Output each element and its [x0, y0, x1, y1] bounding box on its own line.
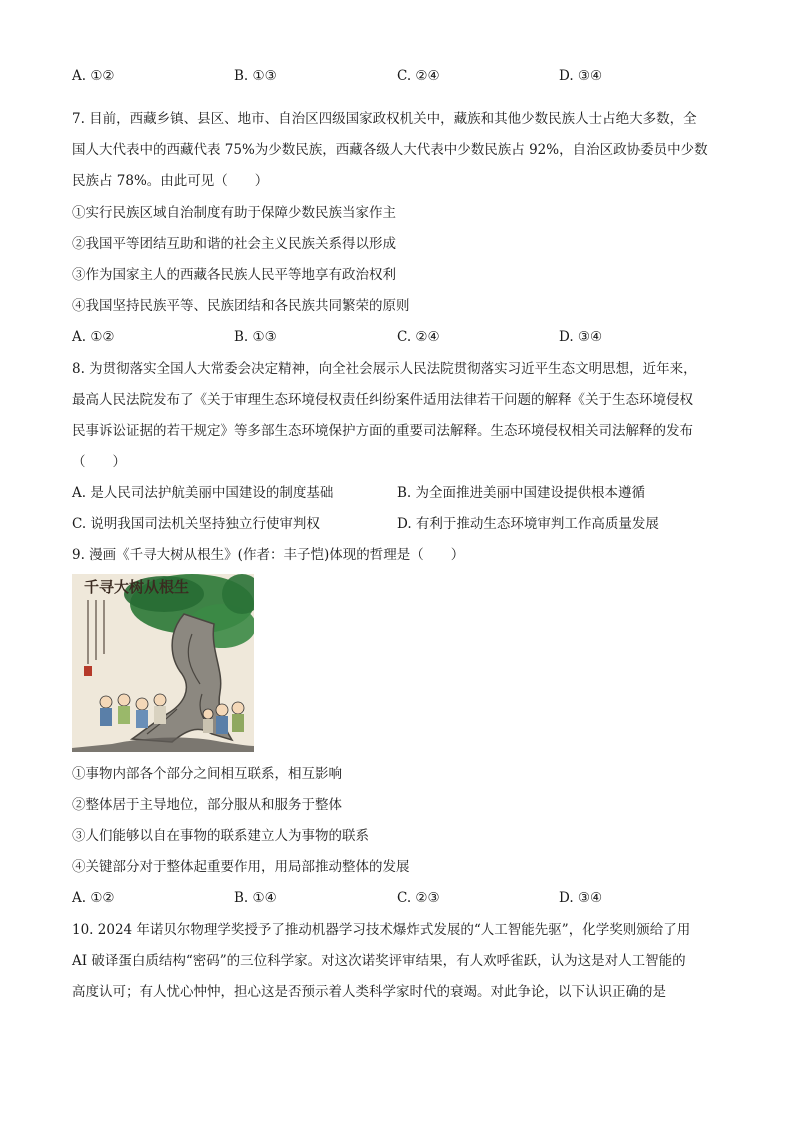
q7-stem-line-3: 民族占 78%。由此可见（ ）: [72, 173, 269, 189]
painting-inscription: [84, 578, 189, 596]
q8-stem-line-4: （ ）: [72, 454, 126, 470]
q8-stem-line-1: 8. 为贯彻落实全国人大常委会决定精神，向全社会展示人民法院贯彻落实习近平生态文明思想，近年来，: [72, 361, 697, 377]
q10-stem-line-1: 10. 2024 年诺贝尔物理学奖授予了推动机器学习技术爆炸式发展的“人工智能先驱”，化学奖则颁给了用: [72, 922, 691, 938]
q7-item-1: ①实行民族区域自治制度有助于保障少数民族当家作主: [72, 205, 396, 221]
q7-option-a[interactable]: A. ①②: [72, 329, 115, 345]
q7-item-2: ②我国平等团结互助和谐的社会主义民族关系得以形成: [72, 236, 396, 252]
q8-option-c[interactable]: C. 说明我国司法机关坚持独立行使审判权: [72, 516, 320, 532]
q8-options-row-1: [72, 483, 732, 503]
q9-option-b[interactable]: B. ①④: [234, 890, 277, 906]
q6-option-b[interactable]: B. ①③: [234, 68, 277, 84]
q7-stem-line-1: 7. 目前，西藏乡镇、县区、地市、自治区四级国家政权机关中，藏族和其他少数民族人士占绝大多数，全: [72, 111, 697, 127]
q8-option-d[interactable]: D. 有利于推动生态环境审判工作高质量发展: [397, 516, 659, 532]
q9-option-d[interactable]: D. ③④: [559, 890, 603, 906]
q8-stem-line-3: 民事诉讼证据的若干规定》等多部生态环境保护方面的重要司法解释。生态环境侵权相关司法解释的发布: [72, 423, 693, 439]
svg-text:千寻大树从根生: 千寻大树从根生: [84, 578, 190, 596]
q9-item-2: ②整体居于主导地位，部分服从和服务于整体: [72, 797, 342, 813]
q10-stem-line-2: AI 破译蛋白质结构“密码”的三位科学家。对这次诺奖评审结果，有人欢呼雀跃，认为这是对人工智能的: [72, 953, 686, 969]
artist-seal: [84, 666, 92, 676]
q8-options-row-2: [72, 514, 732, 534]
q10-stem-line-3: 高度认可；有人忧心忡忡，担心这是否预示着人类科学家时代的衰竭。对此争论，以下认识正确的是: [72, 984, 666, 1000]
q7-option-c[interactable]: C. ②④: [397, 329, 440, 345]
q7-option-d[interactable]: D. ③④: [559, 329, 603, 345]
q6-option-c[interactable]: C. ②④: [397, 68, 440, 84]
q9-stem: 9. 漫画《千寻大树从根生》(作者：丰子恺)体现的哲理是（ ）: [72, 547, 465, 563]
q9-options: [72, 888, 732, 908]
q7-stem-line-2: 国人大代表中的西藏代表 75%为少数民族，西藏各级人大代表中少数民族占 92%，自治区政协委员中少数: [72, 142, 708, 158]
q9-option-a[interactable]: A. ①②: [72, 890, 115, 906]
q7-item-4: ④我国坚持民族平等、民族团结和各民族共同繁荣的原则: [72, 298, 410, 314]
q8-option-a[interactable]: A. 是人民司法护航美丽中国建设的制度基础: [72, 485, 334, 501]
q6-option-d[interactable]: D. ③④: [559, 68, 603, 84]
q7-options: [72, 327, 732, 347]
q9-option-c[interactable]: C. ②③: [397, 890, 440, 906]
q6-options: [72, 66, 732, 86]
cartoon-tree-painting: [72, 574, 254, 752]
q6-option-a[interactable]: A. ①②: [72, 68, 115, 84]
q8-stem-line-2: 最高人民法院发布了《关于审理生态环境侵权责任纠纷案件适用法律若干问题的解释《关于生态环境侵权: [72, 392, 693, 408]
q9-item-1: ①事物内部各个部分之间相互联系，相互影响: [72, 766, 342, 782]
q9-item-3: ③人们能够以自在事物的联系建立人为事物的联系: [72, 828, 369, 844]
q7-option-b[interactable]: B. ①③: [234, 329, 277, 345]
q8-option-b[interactable]: B. 为全面推进美丽中国建设提供根本遵循: [397, 485, 646, 501]
q9-item-4: ④关键部分对于整体起重要作用，用局部推动整体的发展: [72, 859, 410, 875]
q7-item-3: ③作为国家主人的西藏各民族人民平等地享有政治权利: [72, 267, 396, 283]
